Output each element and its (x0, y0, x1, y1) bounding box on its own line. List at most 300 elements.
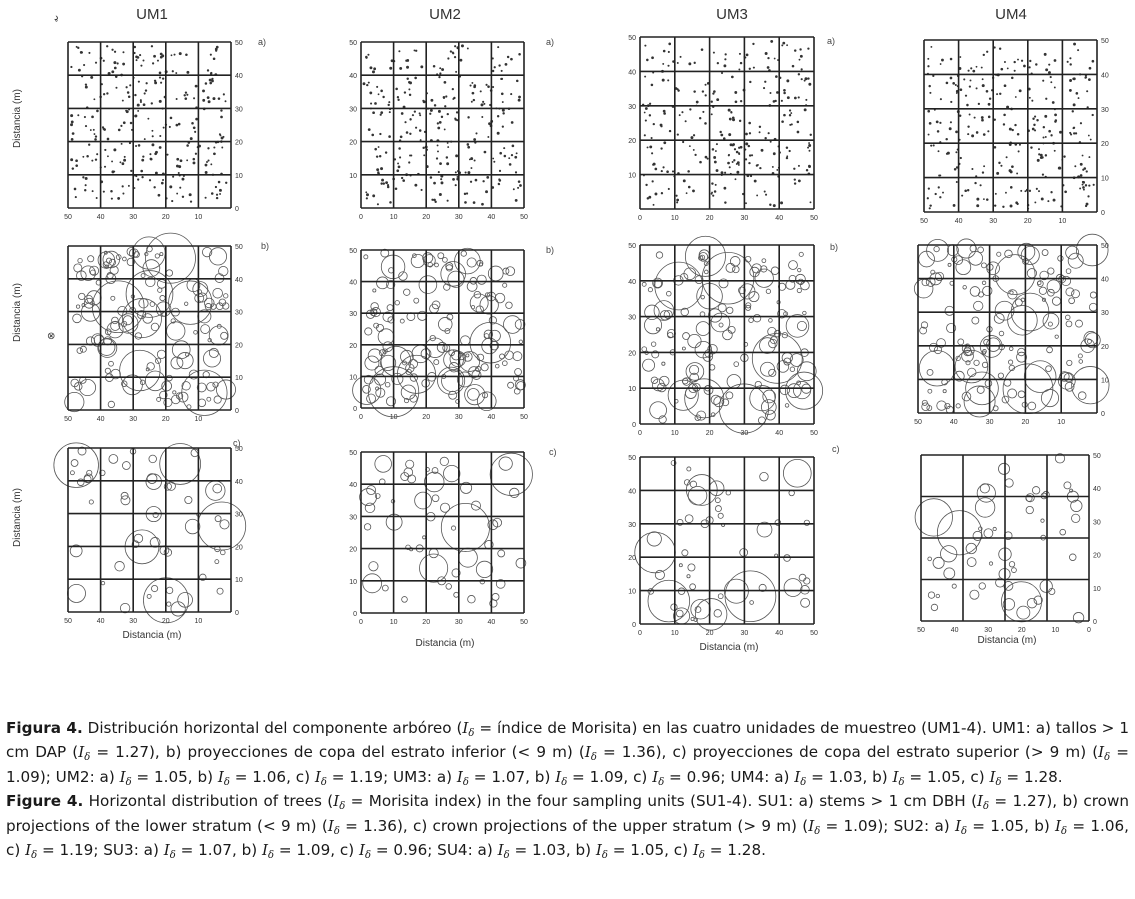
y-tick-label: 40 (628, 488, 636, 496)
tree-stem (206, 161, 208, 163)
tree-stem (964, 189, 967, 192)
tree-stem (75, 159, 78, 162)
crown-projection (444, 465, 460, 481)
tree-stem (492, 70, 494, 72)
tree-stem (798, 96, 800, 98)
plot-panel-um2-3 (349, 447, 556, 626)
tree-stem (765, 194, 767, 196)
crown-projection (980, 484, 989, 493)
crown-projection (369, 562, 378, 571)
tree-stem (653, 123, 655, 125)
tree-stem (719, 131, 721, 133)
tree-stem (469, 158, 471, 160)
crown-projection (1046, 366, 1052, 372)
tree-stem (126, 86, 128, 88)
crown-projection (785, 404, 789, 408)
crown-projection (1004, 379, 1011, 386)
tree-stem (769, 204, 771, 206)
morisita-symbol: $I_\delta$ (652, 767, 665, 788)
tree-stem (380, 111, 383, 114)
tree-stem (994, 204, 996, 206)
x-tick-label: 40 (96, 214, 105, 221)
tree-stem (1014, 124, 1016, 126)
x-tick-label: 20 (422, 214, 431, 221)
x-tick-label: 30 (740, 630, 749, 637)
tree-stem (182, 178, 185, 181)
tree-stem (770, 92, 772, 94)
tree-stem (968, 70, 970, 72)
crown-projection (88, 256, 94, 262)
tree-stem (475, 179, 478, 182)
crown-projection (184, 302, 187, 305)
crown-projection (207, 397, 211, 401)
crown-projection (458, 548, 477, 567)
crown-projection (423, 255, 435, 267)
tree-stem (113, 171, 115, 173)
tree-stem (946, 153, 948, 155)
tree-stem (176, 193, 178, 195)
tree-stem (398, 50, 400, 52)
crown-projection (166, 587, 173, 594)
x-tick-label: 0 (638, 430, 642, 437)
tree-stem (1031, 100, 1033, 102)
y-tick-label: 40 (1101, 72, 1109, 80)
tree-stem (508, 157, 510, 159)
tree-stem (389, 67, 392, 70)
x-tick-label: 30 (454, 414, 463, 421)
crown-projection (683, 333, 690, 340)
tree-stem (142, 60, 144, 62)
tree-stem (696, 101, 699, 104)
tree-stem (172, 70, 174, 72)
y-tick-label: 20 (628, 350, 636, 358)
tree-stem (748, 122, 751, 125)
morisita-symbol: $I_\delta$ (359, 841, 372, 862)
tree-stem (127, 91, 130, 94)
tree-stem (927, 110, 930, 113)
crown-projection (363, 574, 382, 593)
tree-stem (368, 82, 370, 84)
crown-projection (656, 328, 659, 331)
tree-stem (1038, 148, 1040, 150)
tree-stem (734, 148, 736, 150)
tree-stem (988, 116, 991, 119)
tree-stem (162, 179, 164, 181)
x-tick-label: 50 (64, 214, 72, 221)
tree-stem (130, 170, 132, 172)
tree-stem (215, 186, 217, 188)
crown-projection (970, 287, 980, 297)
tree-stem (676, 199, 679, 202)
y-tick-label: 0 (632, 422, 636, 429)
tree-stem (651, 84, 654, 87)
y-tick-label: 20 (1093, 552, 1101, 560)
y-tick-label: 10 (1101, 175, 1109, 183)
plot-panel-um1-1 (64, 37, 266, 221)
crown-projection (508, 382, 514, 388)
tree-stem (195, 85, 198, 88)
crown-projection (798, 268, 801, 271)
tree-stem (791, 123, 793, 125)
y-tick-label: 50 (1101, 38, 1109, 45)
crown-projection (723, 330, 733, 340)
caption-text: = 1.19; SU3: a) (37, 841, 164, 860)
tree-stem (85, 125, 87, 127)
tree-stem (467, 171, 470, 174)
tree-stem (154, 81, 157, 84)
tree-stem (151, 102, 153, 104)
tree-stem (509, 163, 512, 166)
crown-projection (401, 385, 415, 399)
tree-stem (414, 184, 417, 187)
tree-stem (402, 179, 405, 182)
tree-stem (191, 122, 194, 125)
tree-stem (724, 201, 726, 203)
morisita-symbol: $I_\delta$ (584, 743, 597, 764)
tree-stem (437, 150, 439, 152)
tree-stem (1032, 128, 1035, 131)
crown-projection (696, 322, 710, 336)
tree-stem (721, 171, 724, 174)
y-tick-label: 30 (235, 309, 243, 317)
crown-projection (801, 598, 810, 607)
y-tick-label: 30 (628, 314, 636, 322)
y-tick-label: 0 (1101, 411, 1105, 418)
x-tick-label: 0 (638, 630, 642, 637)
tree-stem (179, 52, 182, 55)
tree-stem (950, 121, 952, 123)
tree-stem (176, 165, 179, 168)
tree-stem (497, 46, 499, 48)
tree-stem (518, 99, 521, 102)
tree-stem (772, 166, 774, 168)
tree-stem (981, 119, 984, 122)
y-tick-label: 20 (235, 544, 243, 552)
caption-text: = 1.05, c) (607, 841, 693, 860)
caption-text: = 0.96; UM4: a) (664, 767, 795, 786)
tree-stem (381, 179, 384, 182)
tree-stem (976, 66, 978, 68)
tree-stem (218, 97, 221, 100)
crown-projection (1089, 303, 1097, 311)
x-tick-label: 50 (520, 619, 528, 626)
x-tick-label: 10 (670, 630, 679, 637)
tree-stem (205, 164, 208, 167)
tree-stem (976, 131, 979, 134)
tree-stem (518, 180, 521, 183)
tree-stem (994, 146, 997, 149)
tree-stem (380, 90, 383, 93)
tree-stem (75, 196, 77, 198)
tree-stem (379, 133, 381, 135)
tree-stem (444, 128, 446, 130)
tree-stem (748, 162, 750, 164)
tree-stem (699, 117, 701, 119)
y-tick-label: 50 (349, 450, 357, 457)
y-tick-label: 20 (349, 546, 357, 554)
tree-stem (511, 121, 514, 124)
tree-stem (960, 157, 962, 159)
tree-stem (115, 87, 117, 89)
tree-stem (720, 134, 723, 137)
tree-stem (447, 200, 449, 202)
tree-stem (693, 134, 695, 136)
crown-projection (928, 592, 934, 598)
tree-stem (1053, 199, 1056, 202)
panel-label: c) (549, 447, 557, 457)
crown-projection (216, 380, 235, 399)
crown-projection (726, 263, 735, 272)
crown-projection (224, 294, 228, 298)
tree-stem (1076, 92, 1079, 95)
crown-projection (76, 305, 79, 308)
tree-stem (481, 116, 483, 118)
tree-stem (1016, 203, 1018, 205)
tree-stem (693, 149, 695, 151)
tree-stem (121, 143, 123, 145)
crown-projection (998, 463, 1009, 474)
tree-stem (804, 108, 807, 111)
crown-projection (185, 496, 192, 503)
tree-stem (395, 187, 398, 190)
tree-stem (954, 168, 957, 171)
tree-stem (93, 129, 95, 131)
tree-stem (690, 136, 693, 139)
crown-projection (424, 472, 444, 492)
tree-stem (705, 84, 707, 86)
crown-projection (1069, 298, 1075, 304)
tree-stem (136, 59, 138, 61)
tree-stem (178, 172, 180, 174)
tree-stem (974, 182, 976, 184)
tree-stem (71, 138, 74, 141)
crown-projection (1015, 299, 1022, 306)
x-tick-label: 50 (810, 215, 818, 222)
tree-stem (1069, 63, 1071, 65)
crown-projection (467, 258, 476, 267)
tree-stem (805, 99, 807, 101)
tree-stem (1032, 118, 1034, 120)
tree-stem (1034, 201, 1036, 203)
crown-projection (963, 286, 967, 290)
crown-projection (167, 375, 173, 381)
y-tick-label: 40 (235, 73, 243, 81)
tree-stem (645, 184, 647, 186)
tree-stem (193, 158, 196, 161)
crown-projection (440, 457, 448, 465)
tree-stem (655, 193, 658, 196)
tree-stem (480, 90, 482, 92)
x-tick-label: 50 (64, 618, 72, 625)
tree-stem (189, 193, 192, 196)
tree-stem (159, 146, 162, 149)
crown-projection (147, 474, 157, 484)
tree-stem (938, 186, 940, 188)
tree-stem (786, 147, 788, 149)
tree-stem (1042, 80, 1044, 82)
crown-projection (1005, 250, 1013, 258)
tree-stem (106, 92, 108, 94)
tree-stem (940, 98, 942, 100)
tree-stem (1084, 167, 1087, 170)
tree-stem (207, 96, 210, 99)
tree-stem (995, 193, 997, 195)
tree-stem (223, 93, 225, 95)
crown-projection (958, 339, 964, 345)
tree-stem (95, 158, 97, 160)
tree-stem (441, 181, 444, 184)
y-tick-label: 30 (349, 514, 357, 522)
tree-stem (452, 88, 454, 90)
y-tick-label: 40 (628, 278, 636, 286)
crown-projection (423, 536, 426, 539)
tree-stem (1092, 60, 1095, 63)
tree-stem (376, 86, 378, 88)
x-tick-label: 40 (949, 419, 958, 426)
tree-stem (661, 192, 663, 194)
crown-projection (78, 258, 82, 262)
tree-stem (794, 178, 796, 180)
panel-label: b) (261, 241, 270, 251)
tree-stem (1009, 169, 1012, 172)
tree-stem (385, 181, 388, 184)
x-tick-label: 0 (359, 414, 363, 421)
x-tick-label: 40 (487, 414, 496, 421)
crown-projection (435, 263, 439, 267)
tree-stem (794, 97, 797, 100)
tree-stem (194, 131, 196, 133)
tree-stem (810, 201, 812, 203)
tree-stem (966, 104, 969, 107)
crown-projection (160, 252, 163, 255)
x-tick-label: 20 (705, 215, 714, 222)
tree-stem (96, 110, 99, 113)
tree-stem (1084, 77, 1086, 79)
tree-stem (929, 92, 931, 94)
tree-stem (783, 114, 786, 117)
column-title-um4: UM4 (995, 6, 1027, 23)
crown-projection (719, 323, 723, 327)
y-tick-label: 50 (1093, 453, 1101, 460)
tree-stem (987, 130, 989, 132)
tree-stem (419, 114, 421, 116)
tree-stem (372, 70, 375, 73)
tree-stem (452, 178, 455, 181)
tree-stem (486, 176, 489, 179)
tree-stem (225, 100, 227, 102)
tree-stem (195, 118, 198, 121)
tree-stem (414, 77, 417, 80)
tree-stem (749, 68, 751, 70)
tree-stem (456, 111, 458, 113)
tree-stem (130, 122, 133, 125)
tree-stem (91, 115, 94, 118)
tree-stem (88, 52, 90, 54)
morisita-symbol: $I_\delta$ (794, 767, 807, 788)
tree-stem (929, 204, 931, 206)
crown-projection (1072, 290, 1080, 298)
morisita-symbol: $I_\delta$ (1055, 816, 1068, 837)
tree-stem (950, 77, 953, 80)
tree-stem (128, 96, 131, 99)
tree-stem (797, 121, 800, 124)
tree-stem (415, 127, 417, 129)
crown-projection (367, 394, 376, 403)
tree-stem (1080, 163, 1083, 166)
crown-projection (797, 288, 801, 292)
tree-stem (135, 55, 138, 58)
crown-projection (1018, 391, 1025, 398)
tree-stem (144, 138, 146, 140)
tree-stem (794, 182, 796, 184)
tree-stem (704, 122, 707, 125)
crown-projection (944, 568, 955, 579)
tree-stem (205, 197, 207, 199)
tree-stem (471, 101, 473, 103)
tree-stem (970, 79, 972, 81)
tree-stem (103, 93, 105, 95)
tree-stem (409, 94, 411, 96)
tree-stem (651, 137, 653, 139)
tree-stem (693, 90, 695, 92)
tree-stem (211, 78, 213, 80)
x-tick-label: 40 (954, 218, 963, 225)
tree-stem (756, 164, 758, 166)
tree-stem (430, 109, 433, 112)
tree-stem (1073, 77, 1076, 80)
tree-stem (438, 76, 440, 78)
crown-projection (193, 282, 208, 297)
tree-stem (983, 165, 985, 167)
tree-stem (1059, 131, 1062, 134)
tree-stem (808, 165, 810, 167)
tree-stem (186, 144, 189, 147)
y-tick-label: 50 (1101, 243, 1109, 250)
y-tick-label: 50 (628, 243, 636, 250)
crown-projection (957, 239, 976, 258)
crown-projection (1064, 482, 1071, 489)
tree-stem (1048, 64, 1050, 66)
tree-stem (959, 56, 961, 58)
tree-stem (103, 60, 105, 62)
crown-projection (804, 520, 809, 525)
y-tick-label: 50 (235, 244, 243, 251)
tree-stem (1082, 186, 1085, 189)
tree-stem (85, 177, 88, 180)
tree-stem (174, 54, 176, 56)
tree-stem (669, 130, 671, 132)
tree-stem (714, 190, 717, 193)
tree-stem (503, 147, 505, 149)
crown-projection (71, 460, 78, 467)
crown-projection (194, 331, 198, 335)
crown-projection (206, 481, 225, 500)
tree-stem (982, 78, 984, 80)
tree-stem (179, 187, 181, 189)
tree-stem (763, 87, 765, 89)
tree-stem (210, 54, 212, 56)
tree-stem (414, 110, 416, 112)
crown-projection (77, 479, 84, 486)
crown-projection (676, 610, 683, 617)
crown-projection (753, 314, 760, 321)
tree-stem (153, 186, 155, 188)
y-tick-label: 10 (349, 374, 357, 382)
tree-stem (770, 40, 773, 43)
tree-stem (702, 111, 704, 113)
crown-projection (984, 529, 993, 538)
crown-projection (74, 264, 82, 272)
